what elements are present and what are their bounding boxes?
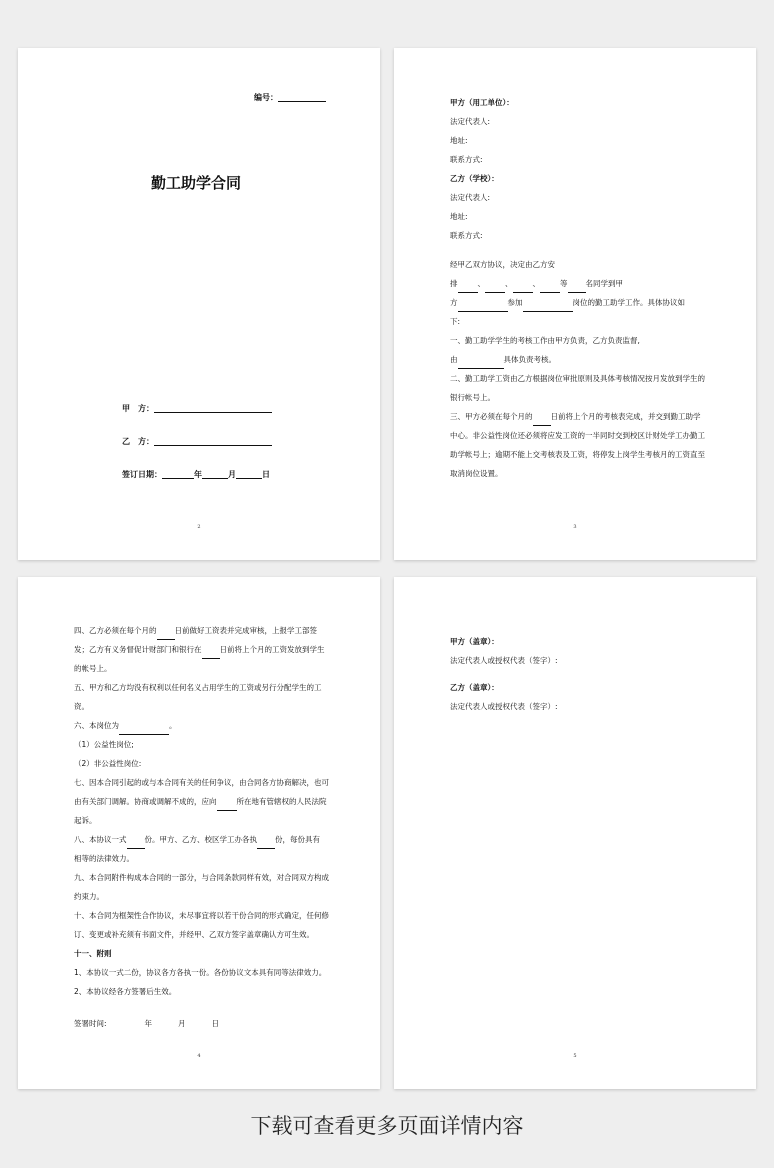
clause-4-line-3: 的帐号上。 bbox=[74, 664, 112, 673]
text: 日前将上个月的工资发放到学生 bbox=[219, 645, 325, 654]
clause-11-item-1: 1、本协议一式二份，协议各方各执一份。各份协议文本具有同等法律效力。 bbox=[74, 968, 327, 977]
text: 具体负责考核。 bbox=[503, 355, 556, 364]
text: 四、乙方必须在每个月的 bbox=[74, 626, 157, 635]
text: 、 bbox=[532, 279, 540, 288]
clause-9-line-2: 约束力。 bbox=[74, 892, 104, 901]
serial-blank bbox=[278, 94, 326, 102]
download-caption: 下载可查看更多页面详情内容 bbox=[250, 1114, 524, 1138]
text: 等 bbox=[560, 279, 568, 288]
party-b-address: 地址: bbox=[450, 212, 468, 221]
text: 八、本协议一式 bbox=[74, 835, 127, 844]
blank bbox=[458, 361, 504, 369]
text: 所在地有管辖权的人民法院 bbox=[236, 797, 327, 806]
clause-1-line-2 bbox=[450, 350, 710, 369]
clause-3-line-2: 中心。非公益性岗位还必须将应发工资的一半同时交到校区计财处学工办勤工 bbox=[450, 431, 705, 440]
clause-1-line-1: 一、勤工助学学生的考核工作由甲方负责，乙方负责监督, bbox=[450, 336, 640, 345]
intro-line-3 bbox=[450, 293, 710, 312]
text: 三、甲方必须在每个月的 bbox=[450, 412, 533, 421]
page-number: 4 bbox=[197, 1053, 201, 1059]
text: 。 bbox=[169, 721, 177, 730]
signature-section bbox=[450, 632, 700, 716]
blank bbox=[127, 841, 145, 849]
party-a-address: 地址: bbox=[450, 136, 468, 145]
page-number: 5 bbox=[573, 1053, 577, 1059]
page-number: 3 bbox=[573, 524, 577, 530]
serial-number-row bbox=[254, 94, 326, 102]
party-b-rep: 法定代表人: bbox=[450, 193, 491, 202]
party-b-seal: 乙方（盖章）： bbox=[450, 683, 499, 692]
party-a-row bbox=[122, 405, 272, 413]
text: 参加 bbox=[507, 298, 523, 307]
party-b-signature: 法定代表人或授权代表（签字）: bbox=[450, 702, 558, 711]
contract-signature-page bbox=[394, 577, 756, 1089]
clauses-section bbox=[450, 255, 710, 483]
text: 日前将上个月的考核表完成，并交到勤工助学 bbox=[550, 412, 701, 421]
party-b-label: 乙 方： bbox=[122, 437, 154, 446]
clause-7-line-3: 起诉。 bbox=[74, 816, 97, 825]
text: 六、本岗位为 bbox=[74, 721, 119, 730]
blank bbox=[568, 285, 586, 293]
parties-section bbox=[450, 93, 700, 245]
clause-11-item-2: 2、本协议经各方签署后生效。 bbox=[74, 987, 177, 996]
clause-11-heading: 十一、附则 bbox=[74, 949, 112, 958]
text: 由 bbox=[450, 355, 458, 364]
blank bbox=[513, 285, 533, 293]
year-label: 年 bbox=[144, 1019, 153, 1028]
clause-7-line-2 bbox=[74, 792, 336, 811]
day-label: 日 bbox=[211, 1019, 220, 1028]
party-a-heading: 甲方（用工单位）： bbox=[450, 98, 514, 107]
clause-7-line-1: 七、因本合同引起的或与本合同有关的任何争议，由合同各方协商解决，也可 bbox=[74, 778, 329, 787]
blank bbox=[485, 285, 505, 293]
year-blank bbox=[162, 471, 194, 479]
year-label: 年 bbox=[194, 470, 202, 479]
blank bbox=[533, 418, 551, 426]
party-a-label: 甲 方： bbox=[122, 404, 154, 413]
sign-date-label: 签订日期： bbox=[122, 470, 162, 479]
blank bbox=[119, 727, 169, 735]
contract-page-parties bbox=[394, 48, 756, 560]
clause-6-line-1 bbox=[74, 716, 336, 735]
clause-3-line-4: 取消岗位设置。 bbox=[450, 469, 503, 478]
party-b-heading: 乙方（学校）： bbox=[450, 174, 499, 183]
text: 由有关部门调解。协商或调解不成的，应向 bbox=[74, 797, 217, 806]
blank bbox=[523, 304, 573, 312]
text: 方 bbox=[450, 298, 458, 307]
blank bbox=[458, 304, 508, 312]
serial-label: 编号： bbox=[254, 93, 278, 102]
clause-9-line-1: 九、本合同附件构成本合同的一部分，与合同条款同样有效，对合同双方构成 bbox=[74, 873, 329, 882]
blank bbox=[157, 632, 175, 640]
party-a-signature: 法定代表人或授权代表（签字）: bbox=[450, 656, 558, 665]
text: 名同学到甲 bbox=[585, 279, 623, 288]
contract-cover-page bbox=[18, 48, 380, 560]
clause-5-line-1: 五、甲方和乙方均没有权利以任何名义占用学生的工资或另行分配学生的工 bbox=[74, 683, 322, 692]
blank bbox=[217, 803, 237, 811]
text: 、 bbox=[505, 279, 513, 288]
party-a-seal: 甲方（盖章）： bbox=[450, 637, 499, 646]
intro-line-1: 经甲乙双方协议，决定由乙方安 bbox=[450, 260, 555, 269]
sign-time-row bbox=[74, 1014, 219, 1033]
day-blank bbox=[236, 471, 262, 479]
day-label: 日 bbox=[262, 470, 270, 479]
party-a-blank bbox=[154, 405, 272, 413]
clause-6-option-2: （2）非公益性岗位: bbox=[74, 759, 142, 768]
clause-4-line-2 bbox=[74, 640, 336, 659]
text: 发；乙方有义务督促计财部门和银行在 bbox=[74, 645, 202, 654]
intro-line-4: 下: bbox=[450, 317, 461, 326]
contract-title: 勤工助学合同 bbox=[151, 174, 242, 192]
month-label: 月 bbox=[178, 1019, 186, 1028]
text: 岗位的勤工助学工作。具体协议如 bbox=[572, 298, 685, 307]
contract-page-clauses bbox=[18, 577, 380, 1089]
month-label: 月 bbox=[228, 470, 236, 479]
clause-3-line-1 bbox=[450, 407, 710, 426]
text: 排 bbox=[450, 279, 458, 288]
party-a-contact: 联系方式: bbox=[450, 155, 483, 164]
clause-4-line-1 bbox=[74, 621, 336, 640]
blank bbox=[540, 285, 560, 293]
clause-8-line-1 bbox=[74, 830, 336, 849]
clause-2-line-2: 银行帐号上。 bbox=[450, 393, 495, 402]
sign-time-label: 签署时间: bbox=[74, 1019, 107, 1028]
clause-5-line-2: 资。 bbox=[74, 702, 89, 711]
text: 日前做好工资表并完成审核，上报学工部签 bbox=[174, 626, 317, 635]
text: 份，每份具有 bbox=[275, 835, 320, 844]
blank bbox=[257, 841, 275, 849]
party-b-contact: 联系方式: bbox=[450, 231, 483, 240]
party-b-row bbox=[122, 438, 272, 446]
intro-line-2 bbox=[450, 274, 710, 293]
text: 、 bbox=[477, 279, 485, 288]
party-a-rep: 法定代表人: bbox=[450, 117, 491, 126]
party-b-blank bbox=[154, 438, 272, 446]
clause-8-line-2: 相等的法律效力。 bbox=[74, 854, 134, 863]
page-number: 2 bbox=[197, 524, 201, 530]
clause-2-line-1: 二、勤工助学工资由乙方根据岗位审批原则及具体考核情况按月发放到学生的 bbox=[450, 374, 705, 383]
blank bbox=[458, 285, 478, 293]
sign-date-row bbox=[122, 471, 270, 479]
blank bbox=[202, 651, 220, 659]
clause-10-line-1: 十、本合同为框架性合作协议，未尽事宜将以若干份合同的形式确定，任何修 bbox=[74, 911, 329, 920]
clause-6-option-1: （1）公益性岗位; bbox=[74, 740, 134, 749]
clauses-continued bbox=[74, 621, 336, 1001]
text: 份。甲方、乙方、校区学工办各执 bbox=[144, 835, 257, 844]
clause-3-line-3: 助学帐号上；逾期不能上交考核表及工资，将停发上岗学生考核月的工资直至 bbox=[450, 450, 705, 459]
month-blank bbox=[202, 471, 228, 479]
clause-10-line-2: 订、变更或补充须有书面文件，并经甲、乙双方签字盖章确认方可生效。 bbox=[74, 930, 314, 939]
